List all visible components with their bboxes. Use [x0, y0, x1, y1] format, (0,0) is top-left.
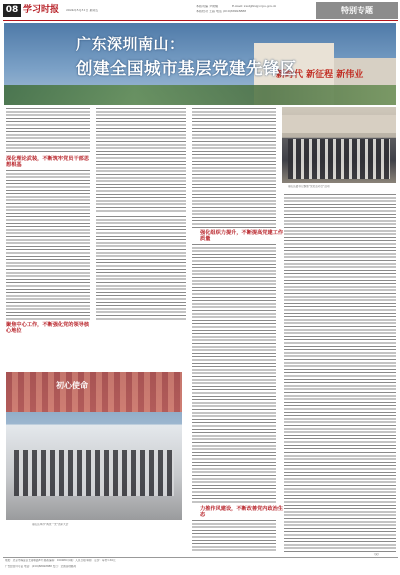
header-contact-2: 本版校对 王超 电话 (010)68928888: [196, 10, 247, 13]
photo-crowd: [14, 450, 174, 496]
photo-banner-text: 初心使命: [56, 380, 88, 390]
banner-title-line2: 创建全国城市基层党建先锋区: [76, 59, 297, 78]
article-text: [284, 452, 396, 552]
article-text: [192, 108, 276, 228]
newspaper-logo: 学习时报: [23, 5, 60, 15]
footer-publisher-info: 广告经营许可证 电话：(010)68928888 发行：全国各地邮局: [5, 565, 77, 568]
banner-photo-text: 新时代 新征程 新伟业: [276, 70, 364, 80]
photo-red-flags: [6, 372, 182, 412]
article-text: [96, 108, 186, 213]
header-date: 2024年5月31日 星期五: [66, 9, 99, 12]
footer-print-info: 地址：北京市海淀区长春桥路6号 邮政编码：100089 印刷：人民日报印刷厂 定价：每份1.50元: [5, 559, 116, 562]
section-heading: 强化组织力提升，不断提高党建工作质量: [200, 230, 284, 242]
photo-caption: 南山区举办“两优一先”表彰大会: [32, 523, 69, 526]
photo-banner-red: [282, 115, 396, 133]
photo-party-members: [282, 107, 396, 183]
page-number: 08: [3, 4, 21, 17]
footer-rule: [3, 557, 398, 558]
section-heading: 力推作风建设，不断改善党内政治生态: [200, 506, 284, 518]
section-heading: 深化理论武装，不断筑牢党员干部思想根基: [6, 156, 90, 168]
banner-title-line1: 广东深圳南山：: [76, 35, 185, 53]
article-text: [284, 194, 396, 449]
photo-award-ceremony: [6, 372, 182, 520]
photo-people: [288, 139, 390, 179]
photo-caption: 南山区委书记参加“党员活动日”活动: [288, 185, 330, 188]
article-text: [6, 170, 90, 320]
article-text: [192, 520, 276, 552]
header-rule: [3, 20, 398, 21]
section-tag: 特别专题: [316, 2, 398, 19]
header-contact: E-mail: xxsbjfzx@ccps.gov.cn: [232, 5, 277, 8]
header-edition: 本版责编 尹建楠: [196, 5, 218, 8]
end-mark: （完）: [372, 553, 382, 556]
article-text: [6, 108, 90, 153]
article-text: [192, 244, 276, 504]
section-heading: 聚焦中心工作，不断强化党的领导核心地位: [6, 322, 90, 334]
banner-trees: [4, 85, 396, 105]
article-text: [96, 216, 186, 321]
